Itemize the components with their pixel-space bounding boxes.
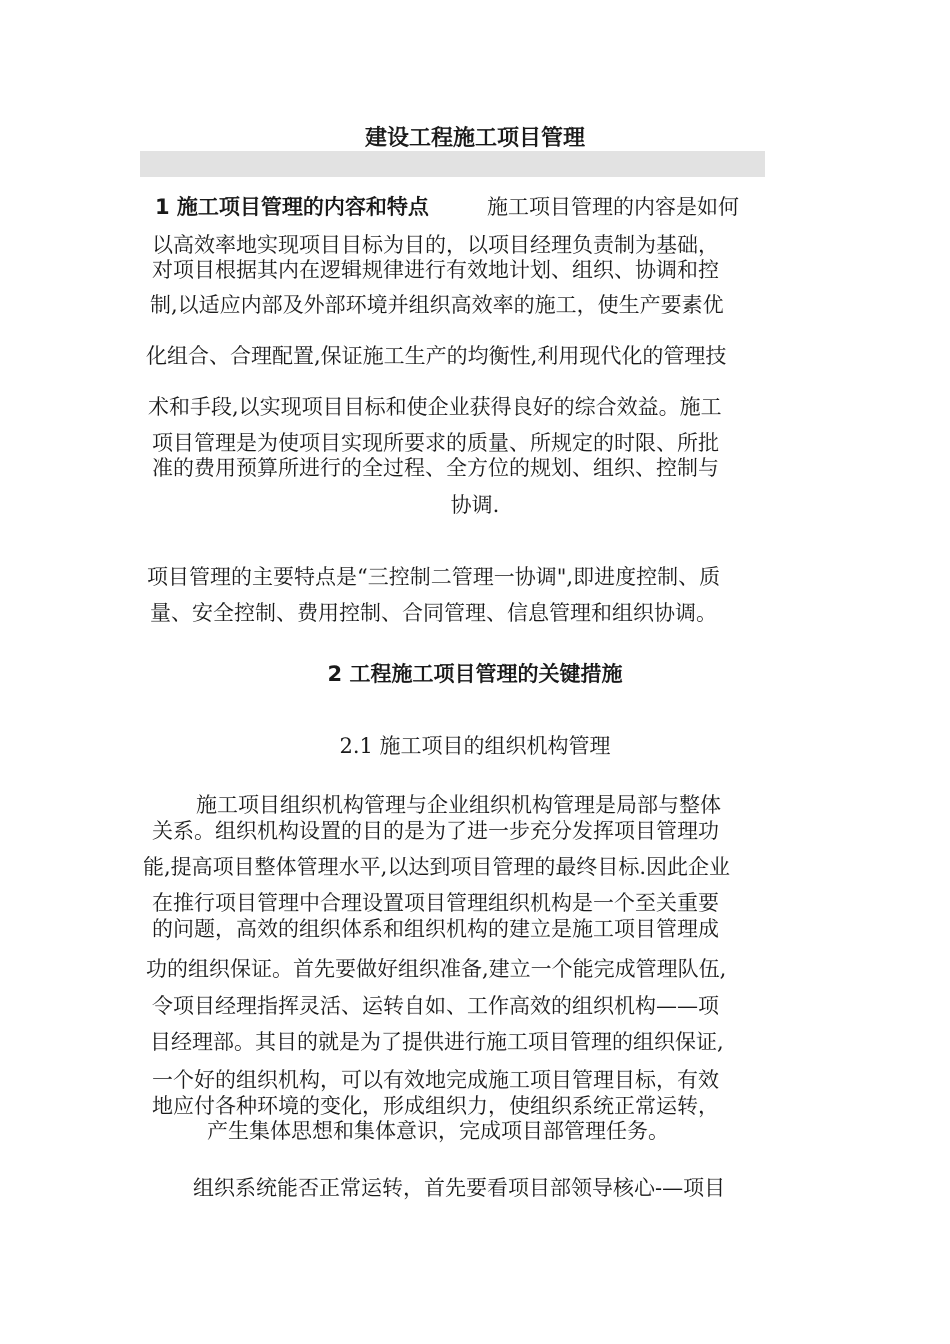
section1-line-6: 项目管理是为使项目实现所要求的质量、所规定的时限、所批 bbox=[152, 431, 719, 455]
section2-line-6: 令项目经理指挥灵活、运转自如、工作高效的组织机构——项 bbox=[152, 994, 719, 1018]
section1-heading: 1 施工项目管理的内容和特点 bbox=[155, 195, 429, 219]
section2-heading: 2 工程施工项目管理的关键措施 bbox=[327, 662, 623, 686]
section2-subheading: 2.1 施工项目的组织机构管理 bbox=[339, 734, 611, 758]
page-title: 建设工程施工项目管理 bbox=[364, 125, 585, 151]
section2-line-4: 的问题，高效的组织体系和组织机构的建立是施工项目管理成 bbox=[152, 917, 719, 941]
section1-line-8: 协调. bbox=[450, 493, 500, 517]
section1-line-7: 准的费用预算所进行的全过程、全方位的规划、组织、控制与 bbox=[152, 456, 719, 480]
section2-line-7: 目经理部。其目的就是为了提供进行施工项目管理的组织保证, bbox=[150, 1030, 724, 1054]
title-band bbox=[140, 151, 765, 177]
features-line-1: 量、安全控制、费用控制、合同管理、信息管理和组织协调。 bbox=[150, 601, 717, 625]
section2-line-3: 在推行项目管理中合理设置项目管理组织机构是一个至关重要 bbox=[152, 891, 719, 915]
section1-line-3: 制,以适应内部及外部环境并组织高效率的施工，使生产要素优 bbox=[150, 293, 724, 317]
features-line-0: 项目管理的主要特点是“三控制二管理一协调",即进度控制、质 bbox=[147, 565, 721, 589]
section1-line-2: 对项目根据其内在逻辑规律进行有效地计划、组织、协调和控 bbox=[152, 258, 719, 282]
section2-line-10: 产生集体思想和集体意识，完成项目部管理任务。 bbox=[207, 1119, 669, 1143]
section2-last-line: 组织系统能否正常运转，首先要看项目部领导核心-—项目 bbox=[193, 1176, 726, 1200]
section2-line-1: 关系。组织机构设置的目的是为了进一步充分发挥项目管理功 bbox=[152, 819, 719, 843]
section1-line-4: 化组合、合理配置,保证施工生产的均衡性,利用现代化的管理技 bbox=[146, 344, 727, 368]
section1-line-0: 施工项目管理的内容是如何 bbox=[487, 195, 739, 219]
section1-line-5: 术和手段,以实现项目目标和使企业获得良好的综合效益。施工 bbox=[148, 395, 722, 419]
section2-line-5: 功的组织保证。首先要做好组织准备,建立一个能完成管理队伍, bbox=[146, 957, 727, 981]
section1-line-1: 以高效率地实现项目目标为目的，以项目经理负责制为基础， bbox=[152, 233, 719, 257]
section2-line-2: 能,提高项目整体管理水平,以达到项目管理的最终目标.因此企业 bbox=[143, 855, 731, 879]
section2-line-8: 一个好的组织机构，可以有效地完成施工项目管理目标，有效 bbox=[152, 1068, 719, 1092]
section2-line-9: 地应付各种环境的变化，形成组织力，使组织系统正常运转， bbox=[152, 1094, 719, 1118]
section2-line-0: 施工项目组织机构管理与企业组织机构管理是局部与整体 bbox=[196, 793, 721, 817]
